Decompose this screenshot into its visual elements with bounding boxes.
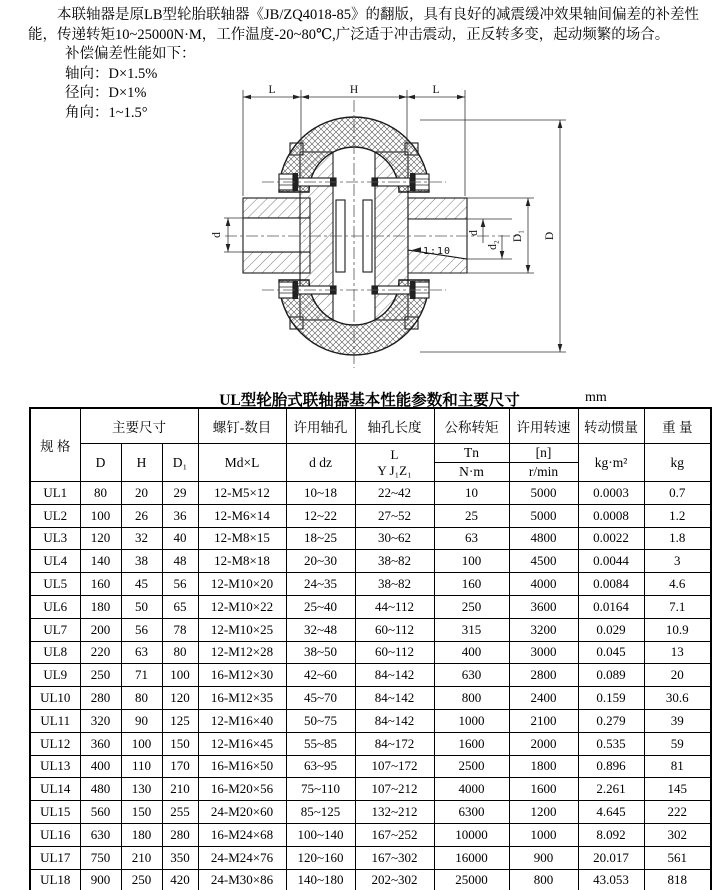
value-cell: 12-M10×20 bbox=[198, 573, 286, 596]
value-cell: 120~160 bbox=[286, 846, 355, 869]
value-cell: 140 bbox=[80, 550, 121, 573]
value-cell: 59 bbox=[644, 732, 711, 755]
value-cell: 38 bbox=[121, 550, 162, 573]
spec-cell: UL8 bbox=[30, 641, 80, 664]
header-spec: 规 格 bbox=[30, 408, 80, 482]
value-cell: 16000 bbox=[434, 846, 509, 869]
value-cell: 4.645 bbox=[578, 801, 644, 824]
value-cell: 250 bbox=[121, 869, 162, 890]
value-cell: 80 bbox=[162, 641, 198, 664]
value-cell: 16-M24×68 bbox=[198, 823, 286, 846]
value-cell: 100 bbox=[121, 732, 162, 755]
table-header bbox=[30, 408, 711, 482]
table-row bbox=[30, 732, 711, 755]
value-cell: 90 bbox=[121, 709, 162, 732]
header-inertia: 转动惯量 bbox=[578, 408, 644, 444]
spec-cell: UL17 bbox=[30, 846, 80, 869]
spec-cell: UL11 bbox=[30, 709, 80, 732]
value-cell: 50 bbox=[121, 595, 162, 618]
value-cell: 30.6 bbox=[644, 687, 711, 710]
value-cell: 2500 bbox=[434, 755, 509, 778]
spec-cell: UL10 bbox=[30, 687, 80, 710]
value-cell: 24-M20×60 bbox=[198, 801, 286, 824]
spec-cell: UL13 bbox=[30, 755, 80, 778]
value-cell: 45~70 bbox=[286, 687, 355, 710]
header-bore-length-sub bbox=[355, 444, 434, 482]
value-cell: 0.896 bbox=[578, 755, 644, 778]
value-cell: 315 bbox=[434, 618, 509, 641]
value-cell: 3 bbox=[644, 550, 711, 573]
value-cell: 250 bbox=[80, 664, 121, 687]
value-cell: 0.535 bbox=[578, 732, 644, 755]
value-cell: 38~82 bbox=[355, 550, 434, 573]
value-cell: 0.029 bbox=[578, 618, 644, 641]
table-row bbox=[30, 504, 711, 527]
value-cell: 220 bbox=[80, 641, 121, 664]
dim-label-d2: d₂ bbox=[487, 240, 499, 250]
table-row bbox=[30, 687, 711, 710]
value-cell: 280 bbox=[80, 687, 121, 710]
table-row bbox=[30, 801, 711, 824]
dim-label-d1: D₁ bbox=[512, 229, 524, 243]
value-cell: 55~85 bbox=[286, 732, 355, 755]
value-cell: 0.279 bbox=[578, 709, 644, 732]
header-allowed-bore: 许用轴孔 bbox=[286, 408, 355, 444]
value-cell: 145 bbox=[644, 778, 711, 801]
value-cell: 2100 bbox=[509, 709, 578, 732]
value-cell: 160 bbox=[80, 573, 121, 596]
value-cell: 12-M12×28 bbox=[198, 641, 286, 664]
header-d: D bbox=[80, 444, 121, 482]
value-cell: 16-M12×35 bbox=[198, 687, 286, 710]
radial-spec: 径向：D×1% bbox=[64, 85, 147, 101]
header-bore-length-l: L bbox=[390, 446, 399, 462]
table-row bbox=[30, 709, 711, 732]
value-cell: 10000 bbox=[434, 823, 509, 846]
value-cell: 420 bbox=[162, 869, 198, 890]
value-cell: 12-M16×40 bbox=[198, 709, 286, 732]
value-cell: 360 bbox=[80, 732, 121, 755]
header-torque-sub bbox=[434, 444, 509, 482]
value-cell: 350 bbox=[162, 846, 198, 869]
value-cell: 12-M6×14 bbox=[198, 504, 286, 527]
header-bore-length: 轴孔长度 bbox=[355, 408, 434, 444]
spec-cell: UL4 bbox=[30, 550, 80, 573]
value-cell: 800 bbox=[509, 869, 578, 890]
value-cell: 0.089 bbox=[578, 664, 644, 687]
value-cell: 0.0164 bbox=[578, 595, 644, 618]
header-speed-unit: r/min bbox=[510, 462, 578, 481]
value-cell: 0.0044 bbox=[578, 550, 644, 573]
value-cell: 12-M10×22 bbox=[198, 595, 286, 618]
value-cell: 255 bbox=[162, 801, 198, 824]
header-allowed-speed: 许用转速 bbox=[509, 408, 578, 444]
spec-cell: UL18 bbox=[30, 869, 80, 890]
value-cell: 20 bbox=[644, 664, 711, 687]
value-cell: 100~140 bbox=[286, 823, 355, 846]
value-cell: 202~302 bbox=[355, 869, 434, 890]
value-cell: 26 bbox=[121, 504, 162, 527]
value-cell: 25~40 bbox=[286, 595, 355, 618]
value-cell: 2400 bbox=[509, 687, 578, 710]
value-cell: 0.7 bbox=[644, 482, 711, 505]
spec-cell: UL3 bbox=[30, 527, 80, 550]
value-cell: 180 bbox=[80, 595, 121, 618]
value-cell: 20 bbox=[121, 482, 162, 505]
table-body bbox=[30, 482, 711, 890]
value-cell: 12-M16×45 bbox=[198, 732, 286, 755]
spec-cell: UL7 bbox=[30, 618, 80, 641]
value-cell: 65 bbox=[162, 595, 198, 618]
value-cell: 100 bbox=[434, 550, 509, 573]
table-title: UL型轮胎式联轴器基本性能参数和主要尺寸 bbox=[219, 392, 520, 409]
table-row bbox=[30, 823, 711, 846]
value-cell: 4500 bbox=[509, 550, 578, 573]
value-cell: 0.0008 bbox=[578, 504, 644, 527]
value-cell: 24-M24×76 bbox=[198, 846, 286, 869]
spec-cell: UL15 bbox=[30, 801, 80, 824]
value-cell: 84~142 bbox=[355, 687, 434, 710]
value-cell: 630 bbox=[80, 823, 121, 846]
dim-label-d-left: d bbox=[211, 232, 223, 238]
value-cell: 80 bbox=[80, 482, 121, 505]
value-cell: 3200 bbox=[509, 618, 578, 641]
value-cell: 0.0003 bbox=[578, 482, 644, 505]
value-cell: 29 bbox=[162, 482, 198, 505]
value-cell: 12-M8×18 bbox=[198, 550, 286, 573]
spec-cell: UL1 bbox=[30, 482, 80, 505]
value-cell: 36 bbox=[162, 504, 198, 527]
value-cell: 84~172 bbox=[355, 732, 434, 755]
value-cell: 1.2 bbox=[644, 504, 711, 527]
value-cell: 39 bbox=[644, 709, 711, 732]
value-cell: 107~212 bbox=[355, 778, 434, 801]
value-cell: 32 bbox=[121, 527, 162, 550]
value-cell: 320 bbox=[80, 709, 121, 732]
value-cell: 13 bbox=[644, 641, 711, 664]
value-cell: 132~212 bbox=[355, 801, 434, 824]
value-cell: 43.053 bbox=[578, 869, 644, 890]
value-cell: 818 bbox=[644, 869, 711, 890]
value-cell: 25 bbox=[434, 504, 509, 527]
value-cell: 38~82 bbox=[355, 573, 434, 596]
spec-cell: UL6 bbox=[30, 595, 80, 618]
coupling-hubs bbox=[243, 198, 467, 273]
value-cell: 3000 bbox=[509, 641, 578, 664]
value-cell: 81 bbox=[644, 755, 711, 778]
value-cell: 800 bbox=[434, 687, 509, 710]
value-cell: 63~95 bbox=[286, 755, 355, 778]
value-cell: 110 bbox=[121, 755, 162, 778]
header-speed-sub bbox=[509, 444, 578, 482]
value-cell: 60~112 bbox=[355, 641, 434, 664]
value-cell: 125 bbox=[162, 709, 198, 732]
value-cell: 160 bbox=[434, 573, 509, 596]
spec-cell: UL2 bbox=[30, 504, 80, 527]
value-cell: 20~30 bbox=[286, 550, 355, 573]
value-cell: 45 bbox=[121, 573, 162, 596]
table-row bbox=[30, 550, 711, 573]
value-cell: 167~302 bbox=[355, 846, 434, 869]
value-cell: 10 bbox=[434, 482, 509, 505]
value-cell: 84~142 bbox=[355, 709, 434, 732]
value-cell: 750 bbox=[80, 846, 121, 869]
value-cell: 250 bbox=[434, 595, 509, 618]
value-cell: 0.0022 bbox=[578, 527, 644, 550]
value-cell: 480 bbox=[80, 778, 121, 801]
axial-spec: 轴向：D×1.5% bbox=[64, 65, 158, 82]
value-cell: 150 bbox=[121, 801, 162, 824]
dim-label-l-right: L bbox=[432, 85, 440, 96]
header-inertia-unit: kg·m² bbox=[578, 444, 644, 482]
value-cell: 130 bbox=[121, 778, 162, 801]
value-cell: 16-M16×50 bbox=[198, 755, 286, 778]
header-speed-symbol: [n] bbox=[535, 445, 552, 460]
value-cell: 0.0084 bbox=[578, 573, 644, 596]
value-cell: 20.017 bbox=[578, 846, 644, 869]
value-cell: 120 bbox=[80, 527, 121, 550]
value-cell: 84~142 bbox=[355, 664, 434, 687]
value-cell: 3600 bbox=[509, 595, 578, 618]
value-cell: 63 bbox=[121, 641, 162, 664]
value-cell: 2000 bbox=[509, 732, 578, 755]
value-cell: 22~42 bbox=[355, 482, 434, 505]
dim-label-d-right: d bbox=[468, 230, 480, 236]
spec-cell: UL16 bbox=[30, 823, 80, 846]
intro-paragraph: 本联轴器是原LB型轮胎联轴器《JB/ZQ4018-85》的翻版，具有良好的减震缓冲效果轴间偏差的补差性能，传递转矩10~25000N·M，工作温度-20~80℃,广泛适于冲击震动，正反转多变，起动频繁的场合。 bbox=[28, 7, 700, 43]
value-cell: 107~172 bbox=[355, 755, 434, 778]
value-cell: 210 bbox=[121, 846, 162, 869]
value-cell: 16-M20×56 bbox=[198, 778, 286, 801]
spec-cell: UL5 bbox=[30, 573, 80, 596]
value-cell: 561 bbox=[644, 846, 711, 869]
value-cell: 10.9 bbox=[644, 618, 711, 641]
value-cell: 1000 bbox=[434, 709, 509, 732]
value-cell: 1600 bbox=[434, 732, 509, 755]
value-cell: 400 bbox=[434, 641, 509, 664]
taper-label: 1:10 bbox=[423, 246, 452, 257]
value-cell: 80 bbox=[121, 687, 162, 710]
table-row bbox=[30, 618, 711, 641]
value-cell: 1600 bbox=[509, 778, 578, 801]
table-row bbox=[30, 664, 711, 687]
header-d1: D₁ bbox=[162, 444, 198, 482]
left-d-dimension bbox=[211, 218, 246, 252]
value-cell: 4000 bbox=[509, 573, 578, 596]
value-cell: 7.1 bbox=[644, 595, 711, 618]
table-row bbox=[30, 778, 711, 801]
header-weight: 重 量 bbox=[644, 408, 711, 444]
compensation-heading: 补偿偏差性能如下： bbox=[64, 46, 196, 62]
value-cell: 25000 bbox=[434, 869, 509, 890]
value-cell: 150 bbox=[162, 732, 198, 755]
value-cell: 50~75 bbox=[286, 709, 355, 732]
angular-spec: 角向：1~1.5° bbox=[64, 104, 148, 121]
value-cell: 71 bbox=[121, 664, 162, 687]
value-cell: 222 bbox=[644, 801, 711, 824]
value-cell: 40 bbox=[162, 527, 198, 550]
value-cell: 38~50 bbox=[286, 641, 355, 664]
value-cell: 560 bbox=[80, 801, 121, 824]
table-row bbox=[30, 595, 711, 618]
value-cell: 200 bbox=[80, 618, 121, 641]
value-cell: 30~62 bbox=[355, 527, 434, 550]
value-cell: 4000 bbox=[434, 778, 509, 801]
table-row bbox=[30, 869, 711, 890]
header-torque-symbol: Tn bbox=[464, 445, 480, 460]
value-cell: 4800 bbox=[509, 527, 578, 550]
header-bore-range: d dz bbox=[286, 444, 355, 482]
value-cell: 63 bbox=[434, 527, 509, 550]
table-unit-label: mm bbox=[585, 390, 607, 405]
value-cell: 170 bbox=[162, 755, 198, 778]
value-cell: 900 bbox=[80, 869, 121, 890]
dim-label-l-left: L bbox=[268, 85, 276, 96]
value-cell: 56 bbox=[162, 573, 198, 596]
table-row bbox=[30, 482, 711, 505]
value-cell: 12~22 bbox=[286, 504, 355, 527]
value-cell: 630 bbox=[434, 664, 509, 687]
value-cell: 27~52 bbox=[355, 504, 434, 527]
header-screw-count: 螺钉-数目 bbox=[198, 408, 286, 444]
value-cell: 12-M8×15 bbox=[198, 527, 286, 550]
header-bore-length-types: Y J₁Z₁ bbox=[377, 462, 412, 478]
header-screw-spec: Md×L bbox=[198, 444, 286, 482]
value-cell: 2800 bbox=[509, 664, 578, 687]
value-cell: 280 bbox=[162, 823, 198, 846]
value-cell: 1200 bbox=[509, 801, 578, 824]
value-cell: 18~25 bbox=[286, 527, 355, 550]
value-cell: 12-M10×25 bbox=[198, 618, 286, 641]
table-row bbox=[30, 755, 711, 778]
coupling-drawing bbox=[0, 85, 726, 385]
value-cell: 900 bbox=[509, 846, 578, 869]
value-cell: 24~35 bbox=[286, 573, 355, 596]
value-cell: 1800 bbox=[509, 755, 578, 778]
value-cell: 180 bbox=[121, 823, 162, 846]
value-cell: 5000 bbox=[509, 482, 578, 505]
spec-table bbox=[29, 407, 712, 890]
value-cell: 4.6 bbox=[644, 573, 711, 596]
header-weight-unit: kg bbox=[644, 444, 711, 482]
dim-label-h: H bbox=[349, 85, 359, 96]
value-cell: 0.159 bbox=[578, 687, 644, 710]
value-cell: 32~48 bbox=[286, 618, 355, 641]
spec-cell: UL12 bbox=[30, 732, 80, 755]
spec-cell: UL9 bbox=[30, 664, 80, 687]
value-cell: 167~252 bbox=[355, 823, 434, 846]
value-cell: 302 bbox=[644, 823, 711, 846]
value-cell: 100 bbox=[80, 504, 121, 527]
value-cell: 16-M12×30 bbox=[198, 664, 286, 687]
value-cell: 44~112 bbox=[355, 595, 434, 618]
header-main-dims: 主要尺寸 bbox=[80, 408, 198, 444]
table-row bbox=[30, 641, 711, 664]
spec-cell: UL14 bbox=[30, 778, 80, 801]
value-cell: 2.261 bbox=[578, 778, 644, 801]
value-cell: 210 bbox=[162, 778, 198, 801]
table-row bbox=[30, 846, 711, 869]
value-cell: 120 bbox=[162, 687, 198, 710]
value-cell: 10~18 bbox=[286, 482, 355, 505]
value-cell: 60~112 bbox=[355, 618, 434, 641]
header-torque-unit: N·m bbox=[435, 462, 509, 481]
value-cell: 75~110 bbox=[286, 778, 355, 801]
value-cell: 12-M5×12 bbox=[198, 482, 286, 505]
value-cell: 140~180 bbox=[286, 869, 355, 890]
value-cell: 56 bbox=[121, 618, 162, 641]
value-cell: 8.092 bbox=[578, 823, 644, 846]
value-cell: 0.045 bbox=[578, 641, 644, 664]
value-cell: 78 bbox=[162, 618, 198, 641]
value-cell: 5000 bbox=[509, 504, 578, 527]
header-nominal-torque: 公称转矩 bbox=[434, 408, 509, 444]
value-cell: 24-M30×86 bbox=[198, 869, 286, 890]
value-cell: 1000 bbox=[509, 823, 578, 846]
value-cell: 85~125 bbox=[286, 801, 355, 824]
table-row bbox=[30, 573, 711, 596]
value-cell: 400 bbox=[80, 755, 121, 778]
value-cell: 1.8 bbox=[644, 527, 711, 550]
value-cell: 48 bbox=[162, 550, 198, 573]
table-row bbox=[30, 527, 711, 550]
dim-label-big-d: D bbox=[544, 231, 556, 241]
header-h: H bbox=[121, 444, 162, 482]
value-cell: 42~60 bbox=[286, 664, 355, 687]
value-cell: 100 bbox=[162, 664, 198, 687]
value-cell: 6300 bbox=[434, 801, 509, 824]
